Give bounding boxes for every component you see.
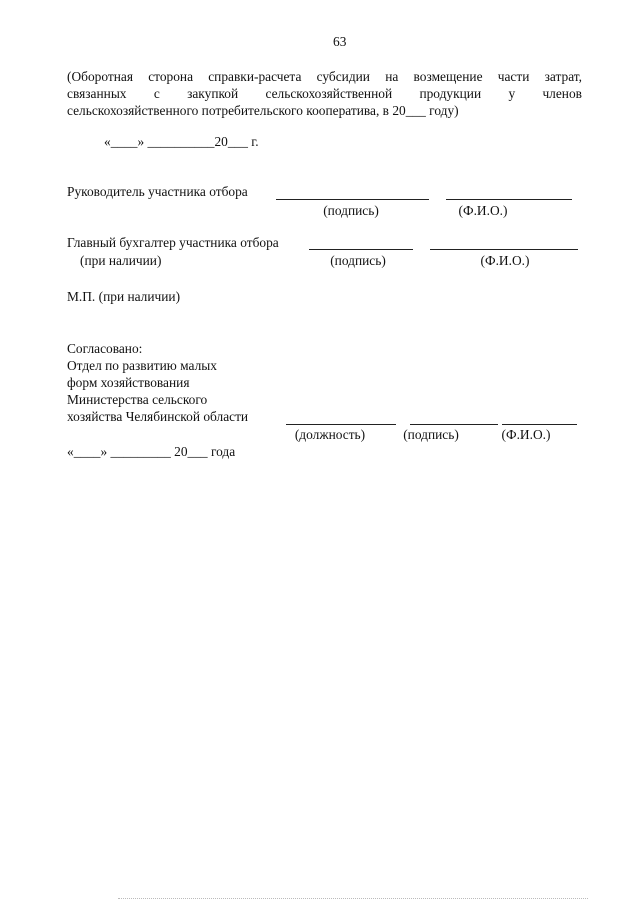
agreed-org-line-3: Министерства сельского	[67, 392, 208, 407]
agreed-org-line-4: хозяйства Челябинской области	[67, 409, 249, 424]
stamp-note: М.П. (при наличии)	[67, 289, 181, 304]
date-line-top: «____» __________20___ г.	[104, 134, 259, 149]
agreed-name-line	[502, 424, 577, 425]
head-name-caption: (Ф.И.О.)	[458, 203, 508, 218]
accountant-signature-caption: (подпись)	[330, 253, 386, 268]
agreed-position-line	[286, 424, 396, 425]
head-signature-line	[276, 199, 429, 200]
accountant-label-note: (при наличии)	[80, 253, 162, 268]
heading-line-2: связанных с закупкой сельскохозяйственной продукции у членов	[67, 86, 582, 101]
head-name-line	[446, 199, 572, 200]
heading-line-3: сельскохозяйственного потребительского кооператива, в 20___ году)	[67, 103, 459, 118]
agreed-date-line: «____» _________ 20___ года	[67, 444, 236, 459]
head-signer-label: Руководитель участника отбора	[67, 184, 248, 199]
agreed-name-caption: (Ф.И.О.)	[501, 427, 551, 442]
page-number: 63	[333, 34, 347, 49]
accountant-name-caption: (Ф.И.О.)	[480, 253, 530, 268]
accountant-signature-line	[309, 249, 413, 250]
scan-artifact-line	[118, 898, 588, 899]
heading-line-1: (Оборотная сторона справки-расчета субсидии на возмещение части затрат,	[67, 69, 582, 84]
head-signature-caption: (подпись)	[323, 203, 379, 218]
agreed-org-line-1: Отдел по развитию малых	[67, 358, 217, 373]
accountant-label: Главный бухгалтер участника отбора	[67, 235, 279, 250]
agreed-position-caption: (должность)	[294, 427, 366, 442]
agreed-org-line-2: форм хозяйствования	[67, 375, 190, 390]
agreed-signature-caption: (подпись)	[403, 427, 459, 442]
agreed-signature-line	[410, 424, 498, 425]
accountant-name-line	[430, 249, 578, 250]
agreed-title: Согласовано:	[67, 341, 143, 356]
